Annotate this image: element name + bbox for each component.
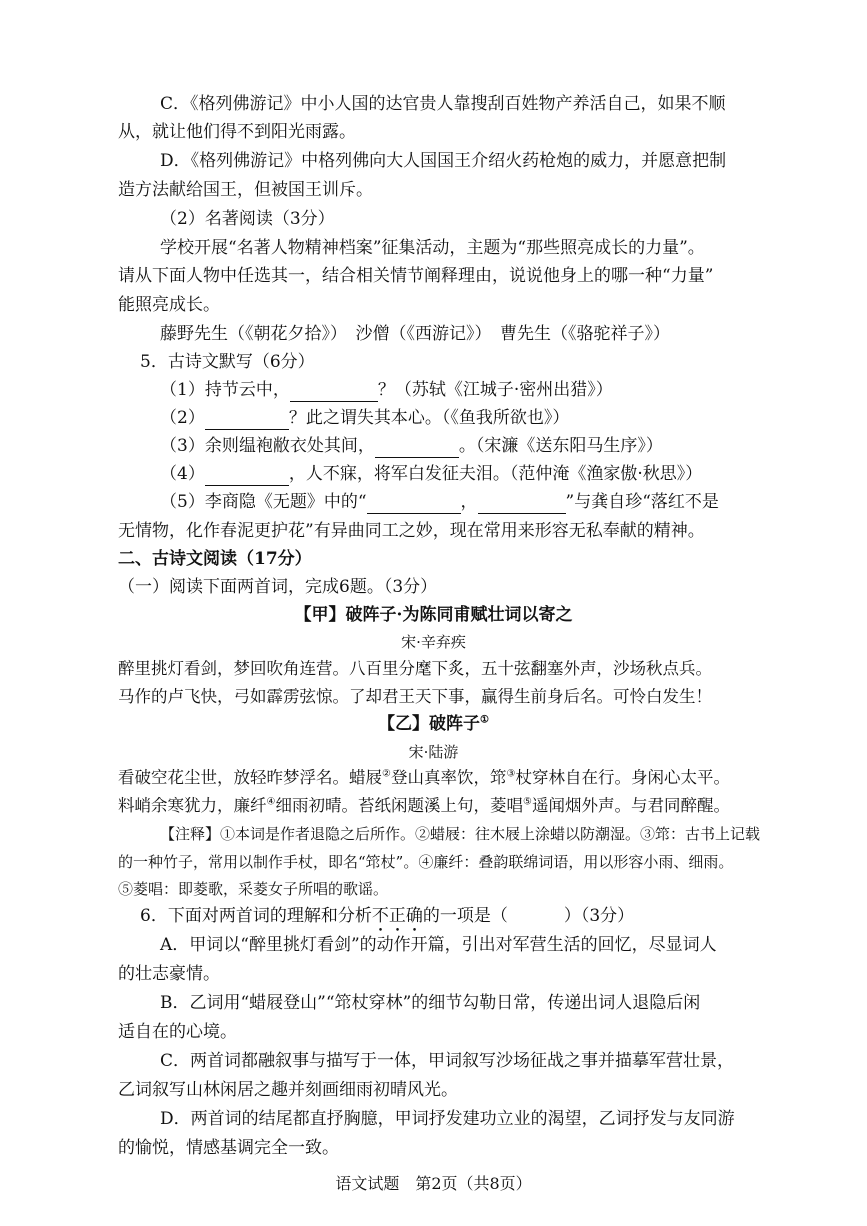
note-mark: ④ bbox=[266, 796, 276, 808]
section-2-heading: 二、古诗文阅读（17分） bbox=[118, 549, 312, 569]
question-6-stem: 6．下面对两首词的理解和分析不正确的一项是（ ）（3分） bbox=[140, 906, 635, 926]
option-c-line-2: 从，就让他们得不到阳光雨露。 bbox=[118, 122, 356, 142]
character-options: 藤野先生（《朝花夕拾》） 沙僧（《西游记》） 曹先生（《骆驼祥子》） bbox=[160, 324, 670, 344]
question-heading-classics: （2）名著阅读（3分） bbox=[160, 209, 335, 229]
option-c2-line-1: C．两首词都融叙事与描写于一体，甲词叙写沙场征战之事并描摹军营壮景， bbox=[160, 1051, 735, 1071]
option-c-line-1: C．《格列佛游记》中小人国的达官贵人靠搜刮百姓物产养活自己，如果不顺 bbox=[160, 94, 726, 114]
note-mark: ⑤ bbox=[522, 796, 532, 808]
question-5-heading: 5．古诗文默写（6分） bbox=[140, 352, 315, 372]
dictation-item-2: （2） ？此之谓失其本心。（《鱼我所欲也》） bbox=[160, 408, 570, 428]
poem-2-author: 宋·陆游 bbox=[408, 743, 459, 761]
option-d-line-1: D．《格列佛游记》中格列佛向大人国国王介绍火药枪炮的威力，并愿意把制 bbox=[160, 151, 727, 171]
option-b-line-1: B．乙词用“蜡屐登山”“筇杖穿林”的细节勾勒日常，传递出词人退隐后闲 bbox=[160, 993, 701, 1013]
answer-blank[interactable] bbox=[290, 383, 378, 402]
poem-1-line-2: 马作的卢飞快，弓如霹雳弦惊。了却君王天下事，赢得生前身后名。可怜白发生！ bbox=[118, 687, 712, 706]
classics-prompt-line-3: 能照亮成长。 bbox=[118, 295, 220, 315]
note-mark: ② bbox=[382, 768, 391, 780]
dictation-item-5: （5）李商隐《无题》中的“ ， ”与龚自珍“落红不是 bbox=[160, 492, 719, 512]
poem-2-title: 【乙】破阵子① bbox=[378, 714, 489, 734]
dictation-item-1: （1）持节云中， ？（苏轼《江城子·密州出猎》） bbox=[160, 380, 613, 400]
option-d-line-2: 造方法献给国王，但被国王训斥。 bbox=[118, 180, 373, 200]
option-d2-line-1: D．两首词的结尾都直抒胸臆，甲词抒发建功立业的渴望，乙词抒发与友同游 bbox=[160, 1109, 735, 1129]
poem-1-author: 宋·辛弃疾 bbox=[401, 633, 466, 651]
emphasis-text: 不正确 bbox=[371, 906, 423, 926]
answer-blank[interactable] bbox=[205, 467, 289, 486]
poem-1-title: 【甲】破阵子·为陈同甫赋壮词以寄之 bbox=[294, 605, 573, 625]
note-mark: ① bbox=[480, 714, 489, 726]
answer-blank[interactable] bbox=[375, 439, 459, 458]
classics-prompt-line-2: 请从下面人物中任选其一，结合相关情节阐释理由，说说他身上的哪一种“力量” bbox=[118, 266, 714, 286]
answer-blank[interactable] bbox=[205, 411, 289, 430]
option-a-line-2: 的壮志豪情。 bbox=[118, 964, 220, 984]
option-d2-line-2: 的愉悦，情感基调完全一致。 bbox=[118, 1138, 339, 1158]
dictation-item-5-cont: 无情物，化作春泥更护花”有异曲同工之妙，现在常用来形容无私奉献的精神。 bbox=[118, 521, 705, 541]
annotation-line-1: 【注释】①本词是作者退隐之后所作。②蜡屐：往木屐上涂蜡以防潮湿。③筇：古书上记载 bbox=[160, 825, 761, 843]
subsection-1-heading: （一）阅读下面两首词，完成6题。（3分） bbox=[118, 577, 438, 597]
option-a-line-1: A．甲词以“醉里挑灯看剑”的动作开篇，引出对军营生活的回忆，尽显词人 bbox=[160, 935, 717, 955]
dictation-item-4: （4） ，人不寐，将军白发征夫泪。（范仲淹《渔家傲·秋思》） bbox=[160, 464, 703, 484]
annotation-line-2: 的一种竹子，常用以制作手杖，即名“筇杖”。④廉纤：叠韵联绵词语，用以形容小雨、细雨。 bbox=[118, 853, 734, 871]
poem-2-line-1: 看破空花尘世，放轻昨梦浮名。蜡屐②登山真率饮，筇③杖穿林自在行。身闲心太平。 bbox=[118, 768, 730, 787]
poem-2-line-2: 料峭余寒犹力，廉纤④细雨初晴。苔纸闲题溪上句，菱唱⑤遥闻烟外声。与君同醉醒。 bbox=[118, 796, 730, 815]
answer-blank[interactable] bbox=[367, 495, 461, 514]
classics-prompt-line-1: 学校开展“名著人物精神档案”征集活动，主题为“那些照亮成长的力量”。 bbox=[160, 238, 705, 258]
answer-blank[interactable] bbox=[478, 495, 566, 514]
poem-1-line-1: 醉里挑灯看剑，梦回吹角连营。八百里分麾下炙，五十弦翻塞外声，沙场秋点兵。 bbox=[118, 659, 712, 678]
page-footer: 语文试题 第2页（共8页） bbox=[335, 1174, 532, 1193]
annotation-line-3: ⑤菱唱：即菱歌，采菱女子所唱的歌谣。 bbox=[118, 880, 389, 898]
option-b-line-2: 适自在的心境。 bbox=[118, 1022, 237, 1042]
note-mark: ③ bbox=[506, 768, 516, 780]
option-c2-line-2: 乙词叙写山林闲居之趣并刻画细雨初晴风光。 bbox=[118, 1080, 458, 1100]
dictation-item-3: （3）余则缊袍敝衣处其间， 。（宋濂《送东阳马生序》） bbox=[160, 436, 663, 456]
